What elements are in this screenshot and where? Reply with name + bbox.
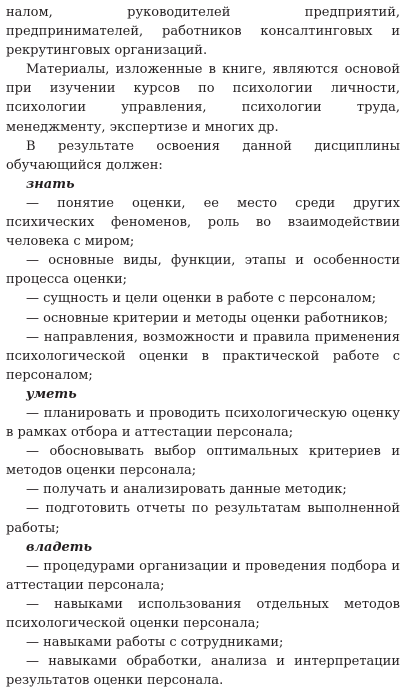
paragraph-materials: Материалы, изложенные в книге, являются основой при изучении курсов по психологии личности, психологии управления, психологии труда, менеджменту, экспертизе и многих др. <box>6 62 400 135</box>
list-item-know-4: — основные критерии и методы оценки работников; <box>26 310 389 326</box>
paragraph-intro-continuation: налом, руководителей предприятий, предпринимателей, работников консалтинговых и рекрутинговых организаций. <box>6 5 400 59</box>
list-item-able-3: — получать и анализировать данные методик; <box>26 482 347 498</box>
list-item-know-5: — направления, возможности и правила применения психологической оценки в практической работе с персоналом; <box>6 329 400 383</box>
list-item-master-3: — навыками работы с сотрудниками; <box>26 635 284 651</box>
list-item-know-2: — основные виды, функции, этапы и особенности процесса оценки; <box>6 253 400 288</box>
list-item-able-2: — обосновывать выбор оптимальных критериев и методов оценки персонала; <box>6 444 400 479</box>
paragraph-learning-outcomes: В результате освоения данной дисциплины обучающийся должен: <box>6 138 400 173</box>
heading-master: владеть <box>26 539 93 555</box>
list-item-able-1: — планировать и проводить психологическую оценку в рамках отбора и аттестации персонала; <box>6 405 400 441</box>
list-item-know-1: — понятие оценки, ее место среди других психических феноменов, роль во взаимодействии человека с миром; <box>6 195 400 250</box>
list-item-master-1: — процедурами организации и проведения подбора и аттестации персонала; <box>6 558 400 593</box>
list-item-know-3: — сущность и цели оценки в работе с персоналом; <box>26 291 377 307</box>
list-item-able-4: — подготовить отчеты по результатам выполненной работы; <box>6 501 400 536</box>
heading-be-able: уметь <box>26 386 77 402</box>
list-item-master-2: — навыками использования отдельных методов психологической оценки персонала; <box>6 596 400 631</box>
list-item-master-4: — навыками обработки, анализа и интерпретации результатов оценки персонала. <box>6 654 400 689</box>
heading-know: знать <box>26 176 75 192</box>
